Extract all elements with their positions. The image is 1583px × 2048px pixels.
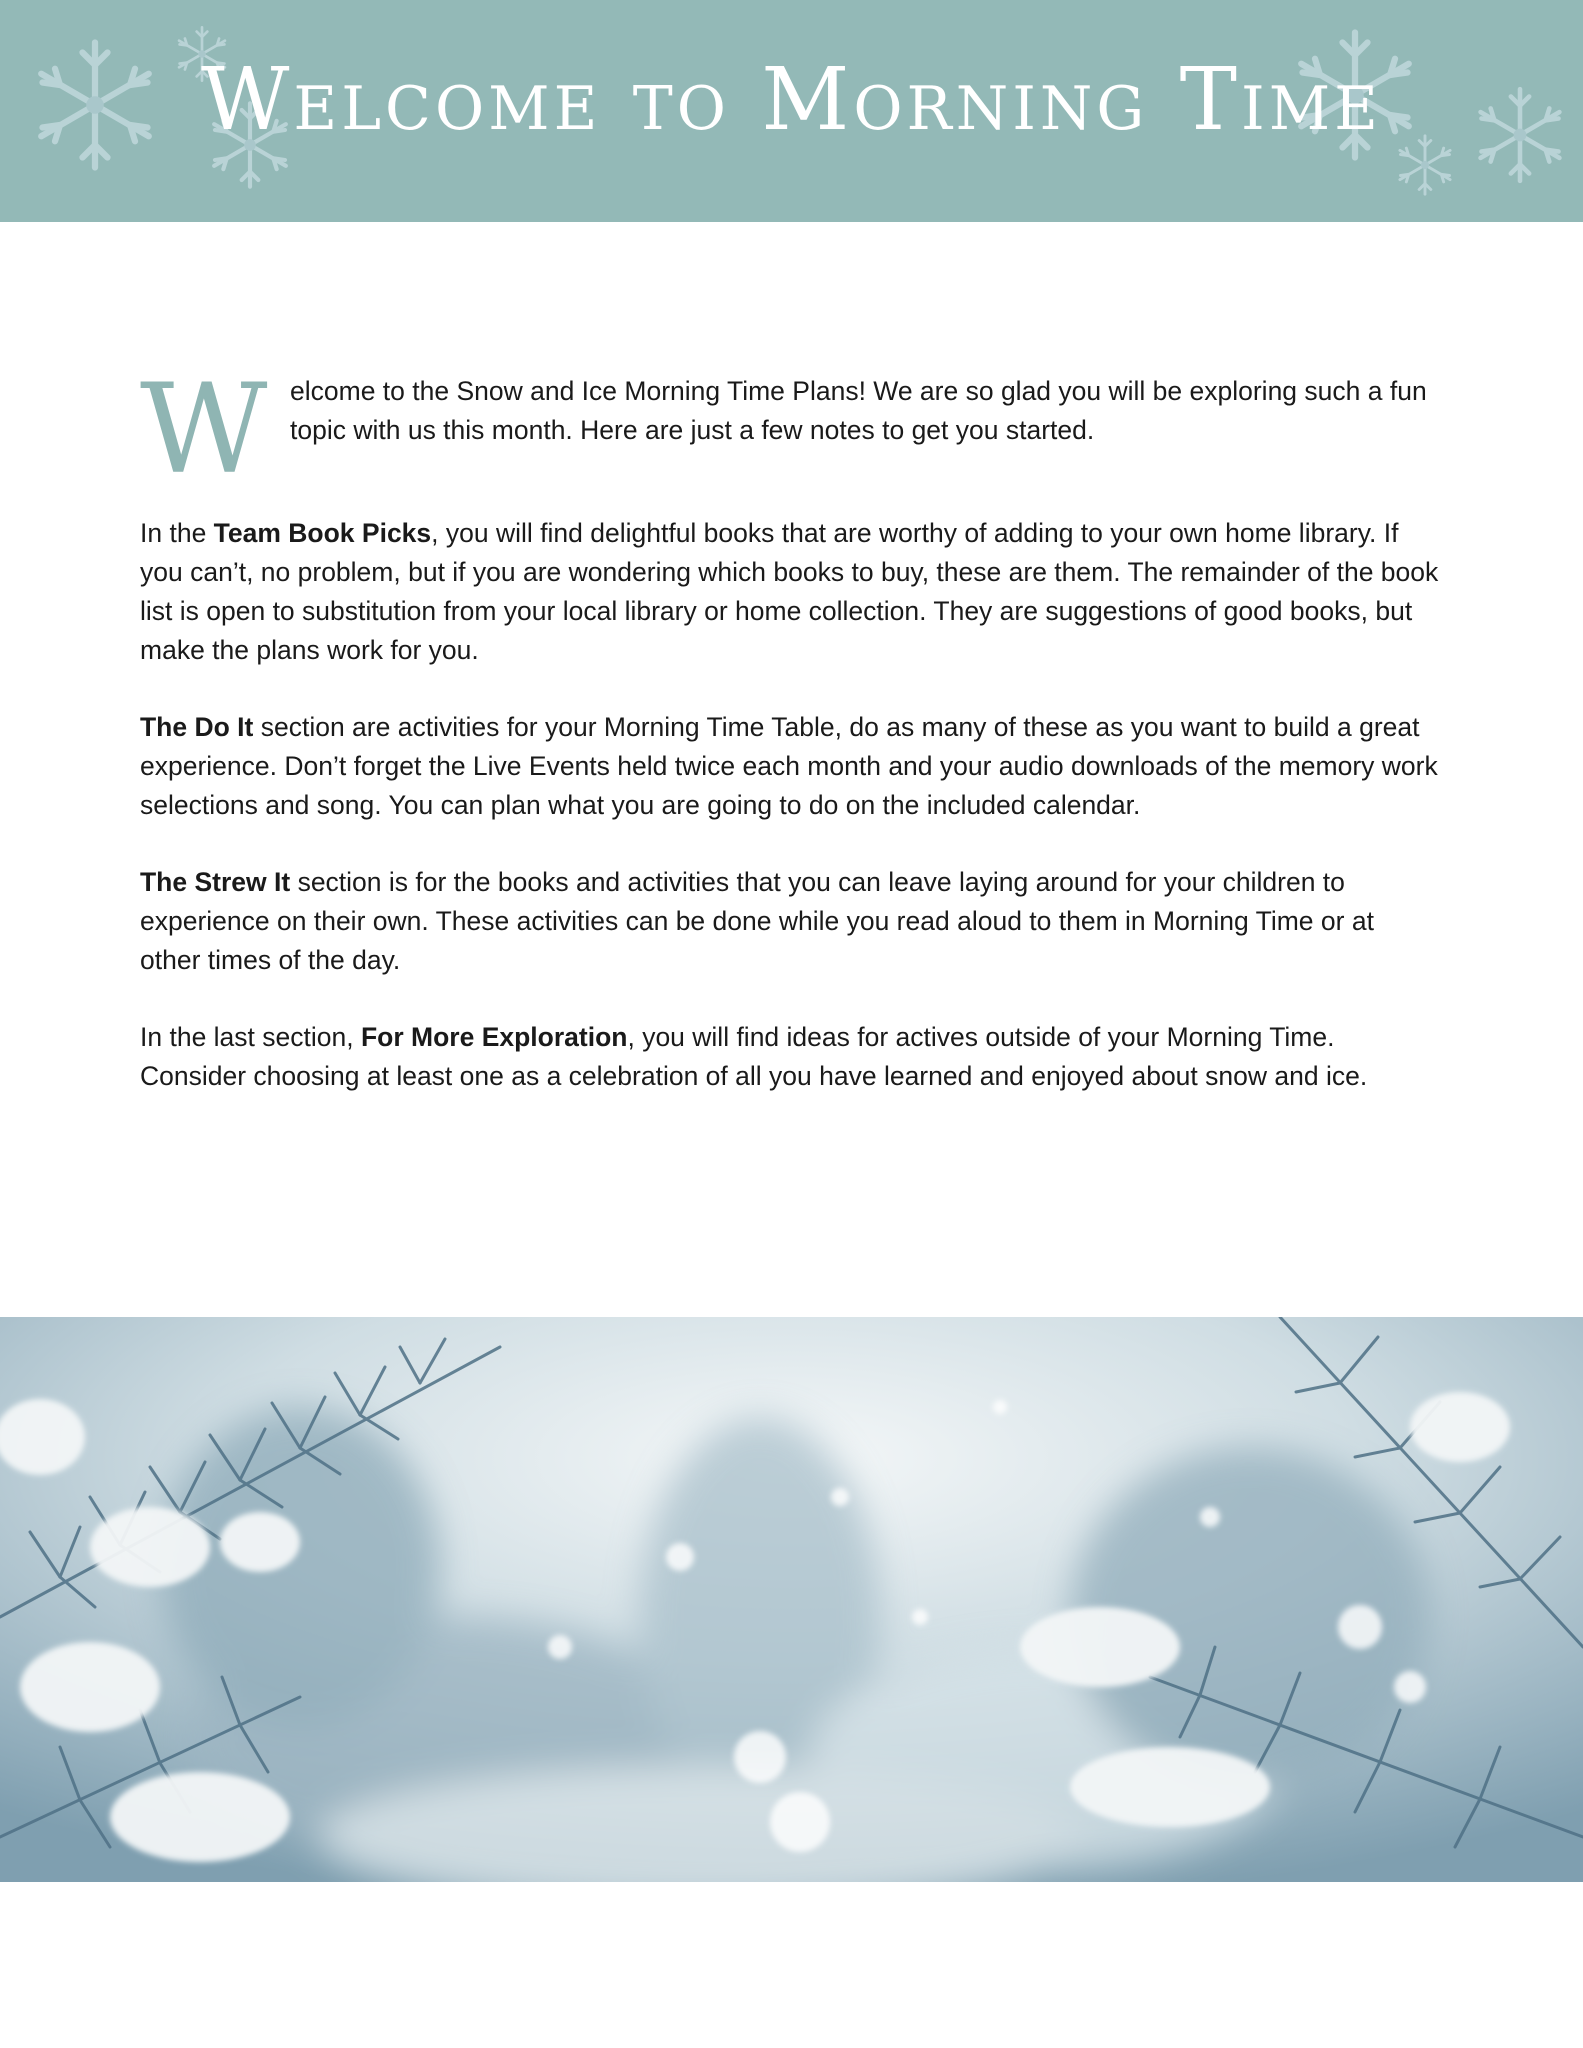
- intro-text: elcome to the Snow and Ice Morning Time Plans! We are so glad you will be exploring such a fun topic with us this month. Here are just a few notes to get you started.: [290, 376, 1427, 445]
- title-banner: [0, 0, 1583, 222]
- snowy-pine-illustration: [0, 1317, 1583, 1882]
- body-text: [140, 358, 1440, 1134]
- paragraph-do-it: The Do It section are activities for your Morning Time Table, do as many of these as you want to build a great experience. Don’t forget the Live Events held twice each month and your audio downloads of the memory work selections and song. You can plan what you are going to do on the included calendar.: [140, 712, 1438, 820]
- paragraph-strew-it: The Strew It section is for the books and activities that you can leave laying around for your children to experience on their own. These activities can be done while you read aloud to them in Morning Time or at other times of the day.: [140, 867, 1374, 975]
- term-team-book-picks: Team Book Picks: [213, 518, 432, 548]
- intro-paragraph: [140, 358, 1440, 502]
- paragraph-more-exploration: In the last section, For More Exploration, you will find ideas for actives outside of your Morning Time. Consider choosing at least one as a celebration of all you have learned and enjoyed about snow and ice.: [140, 1022, 1368, 1091]
- page-title: Welcome to Morning Time: [201, 50, 1382, 150]
- paragraph-team-book-picks: In the Team Book Picks, you will find delightful books that are worthy of adding to your own home library. If you can’t, no problem, but if you are wondering which books to buy, these are them. The remainder of the book list is open to substitution from your local library or home collection. They are suggestions of good books, but make the plans work for you.: [140, 518, 1439, 665]
- term-for-more-exploration: For More Exploration: [360, 1022, 628, 1052]
- term-strew-it: The Strew It: [140, 867, 291, 897]
- drop-cap: W: [140, 358, 268, 502]
- term-do-it: The Do It: [140, 712, 254, 742]
- snowy-pine-photo: [0, 1317, 1583, 1882]
